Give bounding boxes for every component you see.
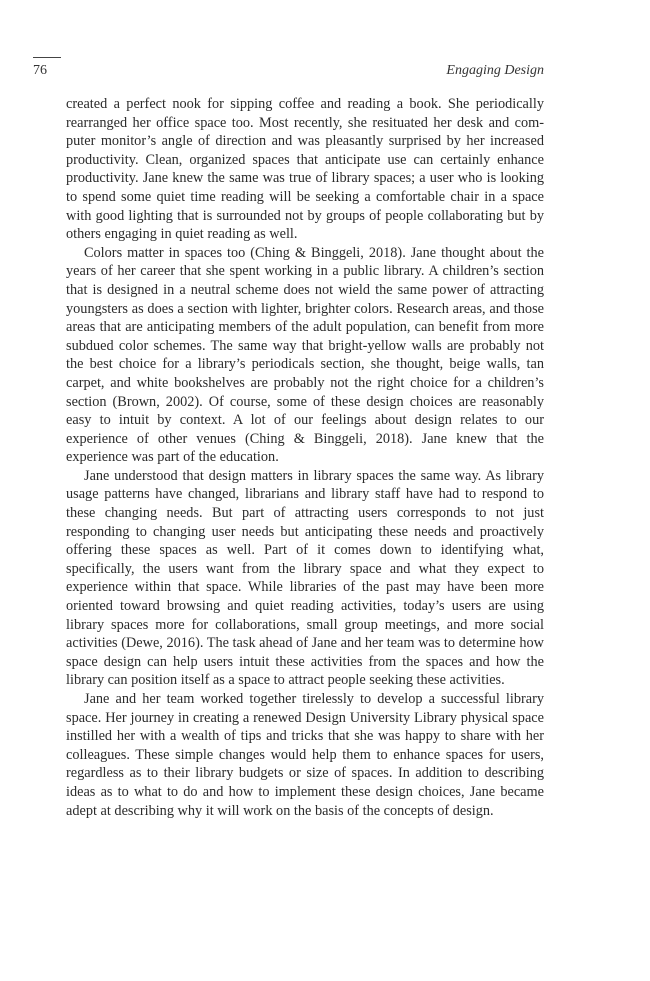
paragraph-colors: Colors matter in spaces too (Ching & Binggeli, 2018). Jane thought about the years of her career that she spent working in a public library. A children’s section that is designed in a neutral scheme does not wield the same power of attracting youngsters as does a section with lighter, brighter colors. Research areas, and those areas that are anticipating members of the adult population, can benefit from more subdued color schemes. The same way that bright-yellow walls are probably not the best choice for a library’s periodicals section, she thought, beige walls, tan carpet, and white bookshelves are probably not the right choice for a children’s section (Brown, 2002). Of course, some of these design choices are reasonably easy to intuit by context. A lot of our feelings about design relates to our experience of other venues (Ching & Binggeli, 2018). Jane knew that the experience was part of the education. [66,244,544,466]
header-rule [33,57,61,58]
running-head: Engaging Design [446,63,544,78]
body-text [66,95,544,820]
paragraph-continued: created a perfect nook for sipping coffee and reading a book. She periodically rearranged her office space too. Most recently, she resituated her desk and computer monitor’s angle of direction and was pleasantly surprised by her increased productivity. Clean, organized spaces that anticipate use can certainly enhance productivity. Jane knew the same was true of library spaces; a user who is looking to spend some quiet time reading will be seeking a comfortable chair in a space with good lighting that is surrounded not by groups of people collaborating but by others engaging in quiet reading as well. [66,96,544,243]
paragraph-usage-patterns: Jane understood that design matters in library spaces the same way. As library usage patterns have changed, librarians and library staff have had to respond to these changing needs. But part of attracting users corresponds to not just responding to changing user needs but anticipating these needs and proactively offering these spaces as well. Part of it comes down to identifying what, specifically, the users want from the library space and what they expect to experience within that space. While libraries of the past may have been more oriented toward browsing and quiet reading activities, today’s users are using library spaces more for collaborations, small group meetings, and more social activities (Dewe, 2016). The task ahead of Jane and her team was to determine how space design can help users intuit these activities from the spaces and how the library can position itself as a space to attract people seeking these activities. [66,467,544,689]
paragraph-team-work: Jane and her team worked together tirelessly to develop a successful library space. Her journey in creating a renewed Design University Library physical space instilled her with a wealth of tips and tricks that she was happy to share with her colleagues. These simple changes would help them to enhance spaces for users, regardless as to their library budgets or size of spaces. In addition to describing ideas as to what to do and how to implement these design choices, Jane became adept at describing why it will work on the basis of the concepts of design. [66,691,544,819]
page-number: 76 [33,63,47,78]
